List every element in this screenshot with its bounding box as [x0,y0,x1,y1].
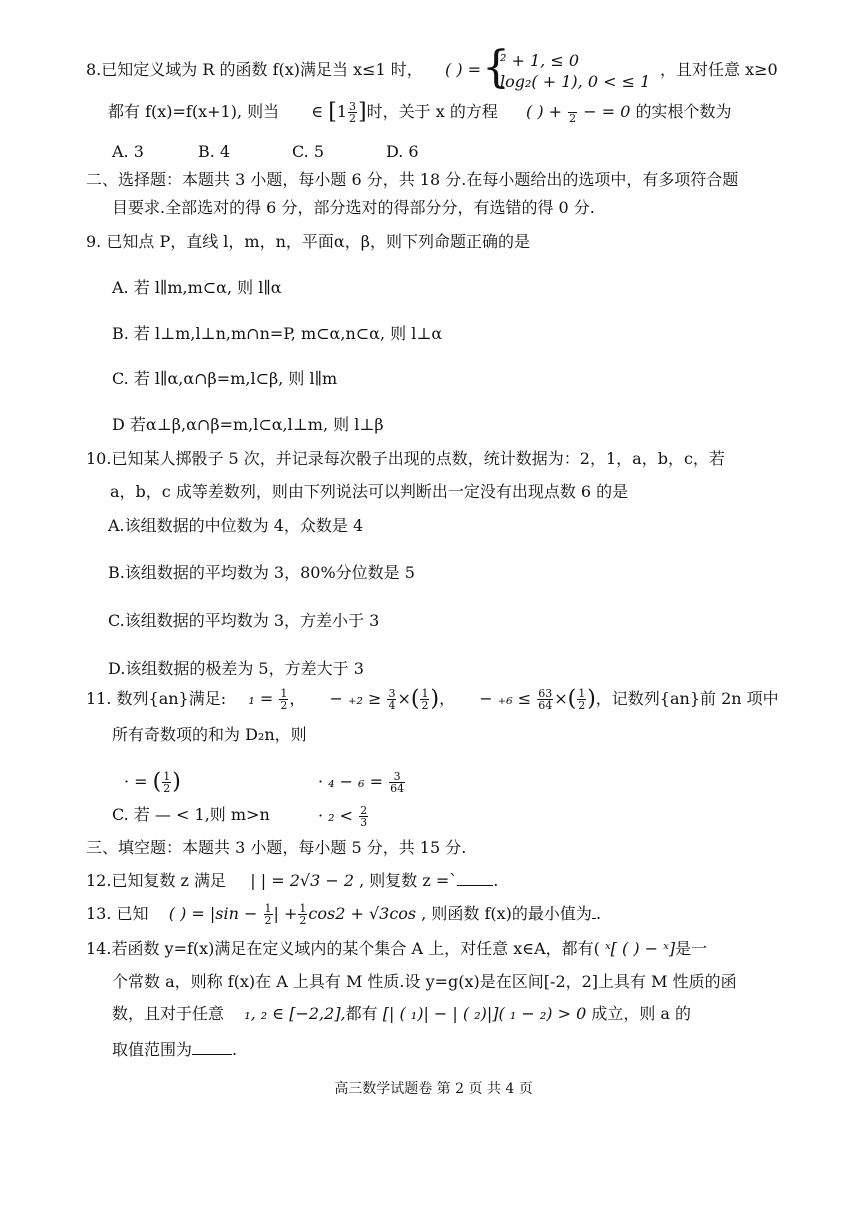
q11-option-a-text: · = [124,772,148,791]
q11-option-d-text: · ₂ < [318,806,354,825]
q11-tail: ，记数列{an}前 2n 项中 [595,689,779,708]
q14-line2: 个常数 a，则称 f(x)在 A 上具有 M 性质.设 y=g(x)是在区间[-2，2]上具有 M 性质的函 [112,972,737,991]
q10-option-b: B.该组数据的平均数为 3，80%分位数是 5 [108,563,415,582]
q13-expr-a: ( ) = |sin − [168,904,258,923]
q9-option-d: D 若α⊥β,α∩β=m,l⊂α,l⊥m, 则 l⊥β [112,415,384,434]
q13-stem: 13. 已知 [86,904,149,923]
q11-option-a-frac: $\frac{1}{2}$ [163,770,171,795]
q8-line1 [86,60,481,80]
q8-line2-end: 的实根个数为 [635,102,732,121]
q8-eq-a: ( ) + [526,102,563,121]
q11-option-a: · = ( $\frac{1}{2}$ ) [124,769,181,795]
q11-cond2-half: $\frac{1}{2}$ [578,687,586,712]
section2-line2: 目要求.全部选对的得 6 分，部分选对的得部分分，有选错的得 0 分. [112,198,595,217]
q11-option-c: C. 若 — < 1,则 m>n [112,805,270,824]
q8-in-symbol: ∈ [311,102,324,121]
q11-a1: ₁ = [248,689,274,708]
q8-line2-mid: 时，关于 x 的方程 [366,102,498,121]
q9-option-a: A. 若 l∥m,m⊂α, 则 l∥α [112,278,282,297]
q11-cond1-half: $\frac{1}{2}$ [421,687,429,712]
q14-line1-text: 14.若函数 y=f(x)满足在定义域内的某个集合 A 上，对任意 x∈A，都有( [86,939,600,958]
page-footer: 高三数学试题卷 第 2 页 共 4 页 [334,1081,533,1097]
q8-piece-1: ² + 1, ≤ 0 [500,51,580,70]
q9-option-b: B. 若 l⊥m,l⊥n,m∩n=P, m⊂α,n⊂α, 则 l⊥α [112,324,443,343]
q12-condition: | | = 2√3 − 2 [250,871,355,890]
q8-option-a: A. 3 [112,142,144,161]
q10-option-c: C.该组数据的平均数为 3，方差小于 3 [108,611,380,630]
q14-line3 [112,1004,691,1024]
q11-sep1: ， [289,689,306,708]
q11-line1: 11. 数列{an}满足: ₁ = $\frac{1}{2}$ ， − ₊₂ ≥ $\frac{3}{4}$ ×( $\frac{1}{2}$ )， − ₊₆ ≤ $\frac{63}{64}$ ×( $\frac{1}{2}$ )，记数列{an}前 2n 项中 [86,686,779,712]
q11-sep2: ， [439,689,456,708]
q14-line4-text: 取值范围为 [112,1040,193,1059]
q14-line3-end: 成立，则 a 的 [591,1004,692,1023]
q11-option-d [318,805,369,828]
q11-option-b-frac: $\frac{3}{64}$ [390,770,405,795]
q11-cond1-frac: $\frac{3}{4}$ [388,687,396,712]
q11-cond2-frac: $\frac{63}{64}$ [538,687,553,712]
q8-line2-text: 都有 f(x)=f(x+1), 则当 [108,102,280,121]
q14-line1 [86,939,707,959]
q8-function-lhs: ( ) = [444,60,482,79]
q8-option-d: D. 6 [386,142,419,161]
q11-option-b-text: · ₄ − ₆ = [318,772,384,791]
q13-expr-c: cos2 + √3cos [308,904,417,923]
q14-line3-have: 都有 [345,1004,378,1023]
q13-ask: , 则函数 f(x)的最小值为 [421,904,592,923]
q8-stem-start: 8.已知定义域为 R 的函数 f(x)满足当 x≤1 时， [86,60,423,79]
section3-line: 三、填空题：本题共 3 小题，每小题 5 分，共 15 分. [86,838,467,857]
q10-line1: 10.已知某人掷骰子 5 次，并记录每次骰子出现的点数，统计数据为：2，1，a，b，c，若 [86,449,725,468]
q12-stem: 12.已知复数 z 满足 [86,871,227,890]
q8-piecewise-brace: { [482,42,510,93]
q8-line2: 都有 f(x)=f(x+1), 则当 ∈ [1 $\frac{3}{2}$ ]时，关于 x 的方程 ( ) + 2 − = 0 的实根个数为 [108,99,732,125]
q11-half-frac: $\frac{1}{2}$ [280,687,288,712]
q8-option-b: B. 4 [198,142,231,161]
q8-line1-end: ，且对任意 x≥0 [660,60,778,79]
q14-line3-inequality: [| ( ₁)| − | ( ₂)|]( ₁ − ₂) > 0 [382,1004,587,1023]
q14-line1-expr: ˣ[ ( ) − ˣ] [604,939,676,958]
q8-interval-frac: $\frac{3}{2}$ [349,100,357,125]
q11-option-b [318,771,406,794]
q11-cond1: − ₊₂ ≥ [329,689,382,708]
q11-times1: × [397,689,411,708]
q12-line [86,871,498,891]
q8-eq-b: − = 0 [583,102,631,121]
q14-line3-range: ₁, ₂ ∈ [−2,2], [244,1004,346,1023]
q13-frac-2: $\frac{1}{2}$ [299,902,307,927]
q10-option-a: A.该组数据的中位数为 4，众数是 4 [108,516,364,535]
q11-cond2: − ₊₆ ≤ [479,689,532,708]
q13-expr-b: | + [273,904,298,923]
q14-answer-blank[interactable] [192,1040,232,1055]
q13-frac-1: $\frac{1}{2}$ [264,902,272,927]
q14-line3-text: 数，且对于任意 [112,1004,225,1023]
q12-ask: , 则复数 z =` [359,871,458,890]
q10-line2: a，b，c 成等差数列，则由下列说法可以判断出一定没有出现点数 6 的是 [110,482,629,501]
q13-period: . [595,904,602,923]
q11-times2: × [554,689,568,708]
q14-line1-end: 是一 [675,939,708,958]
q8-interval-int: 1 [336,102,348,121]
q8-piece-2: log₂( + 1), 0 < ≤ 1 [500,72,651,91]
q11-lead: 11. 数列{an}满足: [86,689,227,708]
q8-eq-frac: 2 [568,101,577,124]
section2-line1: 二、选择题：本题共 3 小题，每小题 6 分，共 18 分.在每小题给出的选项中，有多项符合题 [86,170,739,189]
q14-period: . [232,1040,238,1059]
q8-option-c: C. 5 [292,142,325,161]
q12-period: . [493,871,499,890]
q10-option-d: D.该组数据的极差为 5，方差大于 3 [108,659,364,678]
q12-answer-blank[interactable] [457,871,493,886]
q11-option-d-frac: $\frac{2}{3}$ [360,804,368,829]
q13-line [86,903,601,926]
q14-line4 [112,1040,237,1060]
q9-option-c: C. 若 l∥α,α∩β=m,l⊂β, 则 l∥m [112,369,338,388]
q9-stem: 9. 已知点 P，直线 l，m，n，平面α，β，则下列命题正确的是 [86,232,530,251]
q11-line2: 所有奇数项的和为 D₂n，则 [112,725,307,744]
